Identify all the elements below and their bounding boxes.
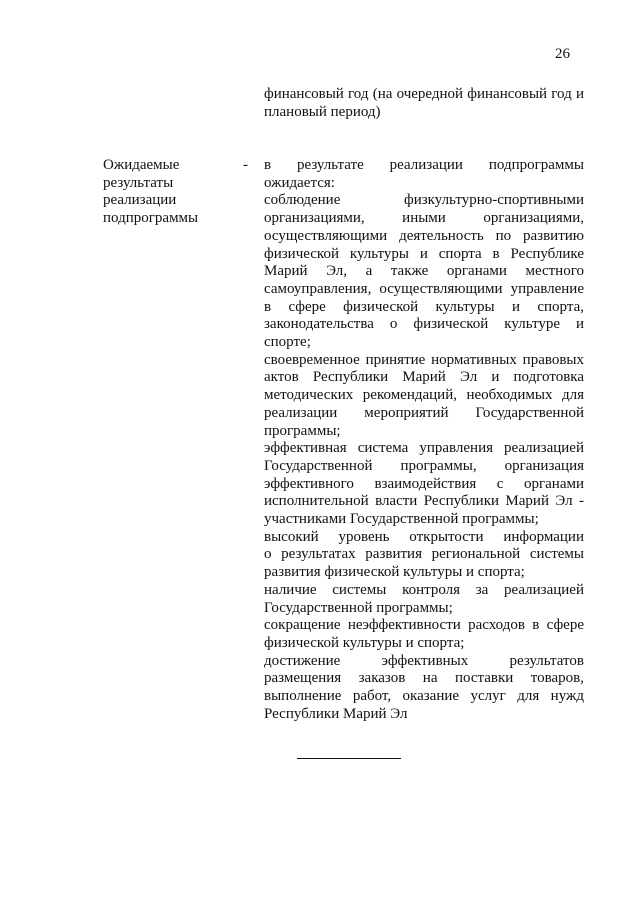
content-line: размещения заказов на поставки товаров, [264,670,584,687]
footer-rule [297,758,401,759]
content-line: сокращение неэффективности расходов в сфере [264,617,584,634]
content-line: о результатах развития региональной системы [264,546,584,563]
row-label-line: реализации [103,192,177,209]
content-line: соблюдение физкультурно-спортивными [264,192,584,209]
content-line: Государственной программы; [264,599,453,616]
content-line: актов Республики Марий Эл и подготовка [264,369,584,386]
content-line: выполнение работ, оказание услуг для нужд [264,688,584,705]
content-line: организациями, иными организациями, [264,210,584,227]
content-line: в результате реализации подпрограммы [264,157,584,173]
content-line: осуществляющими деятельность по развитию [264,227,584,244]
content-line: Государственной программы, организация [264,457,584,474]
page-number: 26 [555,46,570,62]
content-line: своевременное принятие нормативных правовых [264,351,584,368]
content-line: исполнительной власти Республики Марий Эл - [264,493,584,510]
content-line: достижение эффективных результатов [264,652,584,669]
content-line: программы; [264,422,341,439]
content-line: законодательства о физической культуре и [264,316,584,333]
label-dash: - [243,157,248,173]
content-line: физической культуры и спорта в Республике [264,245,584,262]
row-content [264,157,584,724]
content-line: Марий Эл, а также органами местного [264,263,584,280]
row-label-line: Ожидаемые [103,157,180,173]
content-line: реализации мероприятий Государственной [264,404,584,421]
row-label-line: результаты [103,174,174,191]
content-line: физической культуры и спорта; [264,634,465,651]
content-line: эффективная система управления реализацией [264,440,584,457]
content-line: методических рекомендаций, необходимых для [264,387,584,404]
continuation-text: финансовый год (на очередной финансовый год и плановый период) [264,86,584,120]
content-line: самоуправления, осуществляющими управление [264,280,584,297]
content-line: развития физической культуры и спорта; [264,564,525,581]
content-line: высокий уровень открытости информации [264,528,584,545]
content-line: эффективного взаимодействия с органами [264,475,584,492]
content-line: Республики Марий Эл [264,705,408,722]
content-line: ожидается: [264,174,335,191]
content-line: спорте; [264,334,311,351]
row-label-line: подпрограммы [103,210,199,227]
content-line: участниками Государственной программы; [264,511,539,528]
content-line: наличие системы контроля за реализацией [264,581,584,598]
content-line: в сфере физической культуры и спорта, [264,298,584,315]
row-label [103,157,233,228]
